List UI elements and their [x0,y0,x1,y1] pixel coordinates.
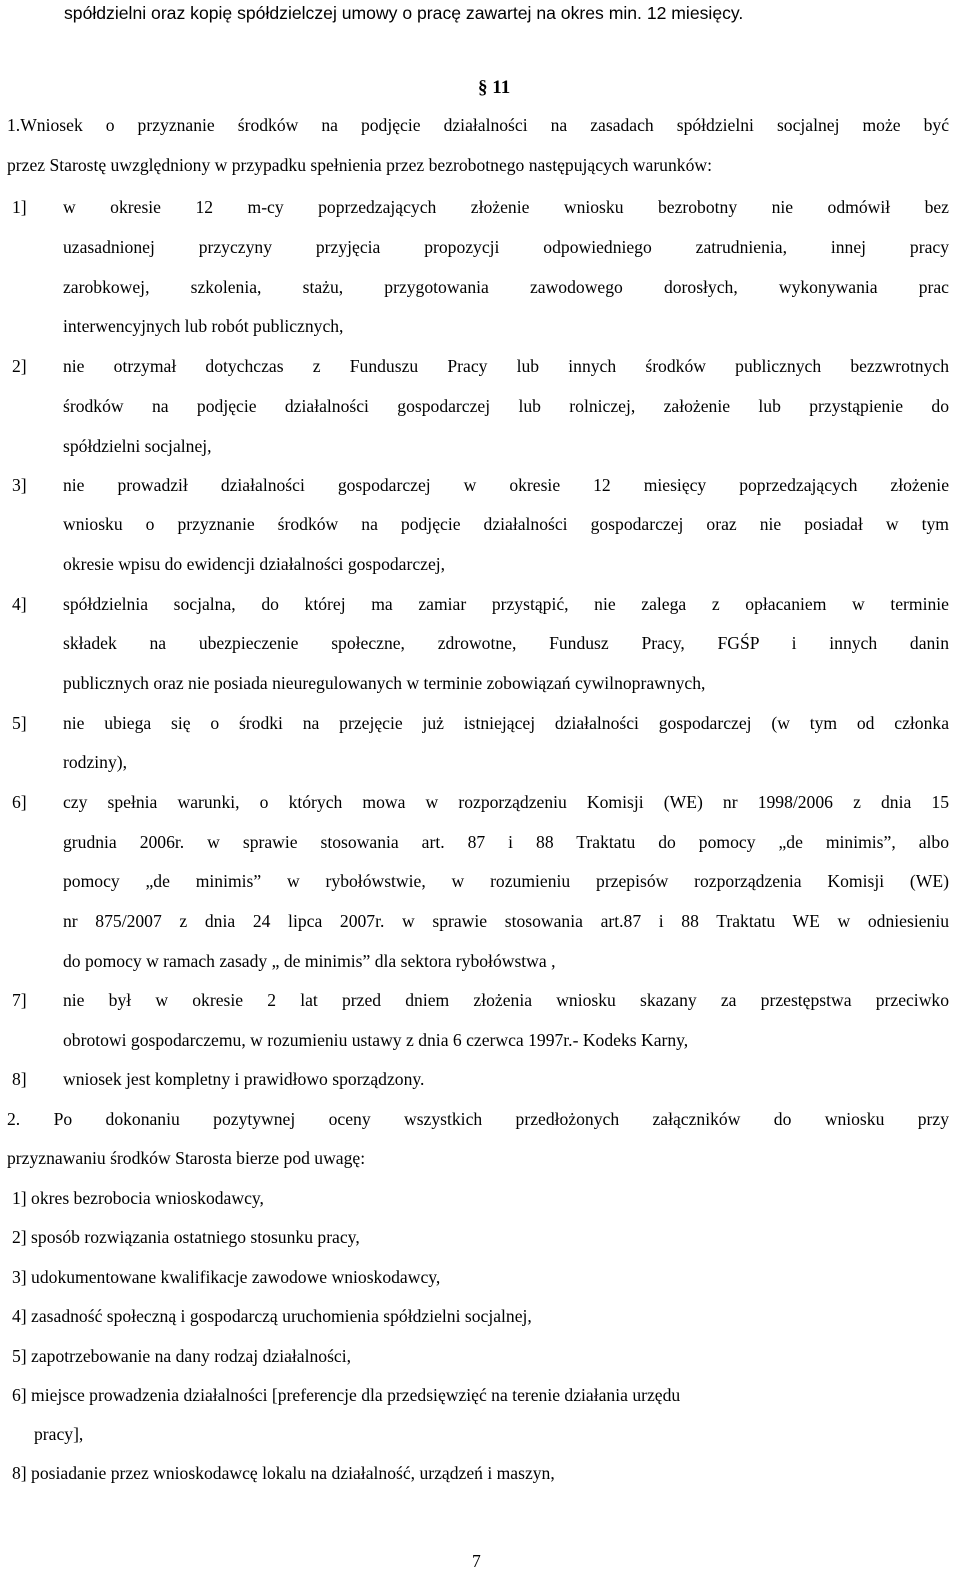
condition-8-line-1: wniosek jest kompletny i prawidłowo sporządzony. [63,1069,425,1089]
criteria-item-4: 4] zasadność społeczną i gospodarczą uruchomienia spółdzielni socjalnej, [12,1306,532,1326]
p2-line-2: przyznawaniu środków Starosta bierze pod uwagę: [7,1148,366,1168]
condition-1-line-1: w okresie 12 m-cy poprzedzających złożenie wniosku bezrobotny nie odmówił bez [63,197,949,217]
condition-6-line-3: pomocy „de minimis” w rybołówstwie, w rozumieniu przepisów rozporządzenia Komisji (WE) [63,871,949,891]
condition-7-number: 7] [12,990,27,1010]
condition-3-line-1: nie prowadził działalności gospodarczej w okresie 12 miesięcy poprzedzających złożenie [63,475,949,495]
criteria-item-6-continuation: pracy], [34,1424,84,1444]
top-line: spółdzielni oraz kopię spółdzielczej umowy o pracę zawartej na okres min. 12 miesięcy. [64,3,744,23]
condition-1-line-2: uzasadnionej przyczyny przyjęcia propozycji odpowiedniego zatrudnienia, innej pracy [63,237,949,257]
condition-2-number: 2] [12,356,27,376]
condition-1-line-3: zarobkowej, szkolenia, stażu, przygotowania zawodowego dorosłych, wykonywania prac [63,277,949,297]
condition-5-line-1: nie ubiega się o środki na przejęcie już istniejącej działalności gospodarczej (w tym od członka [63,713,949,733]
criteria-item-6: 6] miejsce prowadzenia działalności [preferencje dla przedsięwzięć na terenie działania urzędu [12,1385,681,1405]
condition-7-line-1: nie był w okresie 2 lat przed dniem złożenia wniosku skazany za przestępstwa przeciwko [63,990,949,1010]
page-number: 7 [472,1551,481,1571]
condition-4-number: 4] [12,594,27,614]
p1-line-2: przez Starostę uwzględniony w przypadku spełnienia przez bezrobotnego następujących warunków: [7,155,712,175]
criteria-item-1: 1] okres bezrobocia wnioskodawcy, [12,1188,264,1208]
criteria-item-3: 3] udokumentowane kwalifikacje zawodowe wnioskodawcy, [12,1267,441,1287]
section-heading: § 11 [478,77,511,98]
condition-1-line-4: interwencyjnych lub robót publicznych, [63,316,344,336]
condition-6-line-1: czy spełnia warunki, o których mowa w rozporządzeniu Komisji (WE) nr 1998/2006 z dnia 15 [63,792,949,812]
criteria-item-5: 5] zapotrzebowanie na dany rodzaj działalności, [12,1346,352,1366]
condition-6-line-4: nr 875/2007 z dnia 24 lipca 2007r. w sprawie stosowania art.87 i 88 Traktatu WE w odniesieniu [63,911,949,931]
p2-line-1: 2. Po dokonaniu pozytywnej oceny wszystkich przedłożonych załączników do wniosku przy [7,1109,949,1129]
condition-8-number: 8] [12,1069,27,1089]
criteria-item-8: 8] posiadanie przez wnioskodawcę lokalu na działalność, urządzeń i maszyn, [12,1463,555,1483]
condition-1-number: 1] [12,197,27,217]
condition-7-line-2: obrotowi gospodarczemu, w rozumieniu ustawy z dnia 6 czerwca 1997r.- Kodeks Karny, [63,1030,689,1050]
condition-5-number: 5] [12,713,27,733]
condition-3-line-3: okresie wpisu do ewidencji działalności gospodarczej, [63,554,446,574]
condition-6-line-2: grudnia 2006r. w sprawie stosowania art. 87 i 88 Traktatu do pomocy „de minimis”, albo [63,832,949,852]
condition-2-line-3: spółdzielni socjalnej, [63,436,212,456]
condition-6-line-5: do pomocy w ramach zasady „ de minimis” dla sektora rybołówstwa , [63,951,556,971]
criteria-item-2: 2] sposób rozwiązania ostatniego stosunku pracy, [12,1227,360,1247]
condition-4-line-1: spółdzielnia socjalna, do której ma zamiar przystąpić, nie zalega z opłacaniem w terminie [63,594,949,614]
condition-2-line-1: nie otrzymał dotychczas z Funduszu Pracy lub innych środków publicznych bezzwrotnych [63,356,949,376]
condition-3-line-2: wniosku o przyznanie środków na podjęcie działalności gospodarczej oraz nie posiadał w tym [63,514,949,534]
condition-4-line-2: składek na ubezpieczenie społeczne, zdrowotne, Fundusz Pracy, FGŚP i innych danin [63,633,949,653]
condition-6-number: 6] [12,792,27,812]
condition-3-number: 3] [12,475,27,495]
condition-2-line-2: środków na podjęcie działalności gospodarczej lub rolniczej, założenie lub przystąpienie do [63,396,949,416]
condition-4-line-3: publicznych oraz nie posiada nieuregulowanych w terminie zobowiązań cywilnoprawnych, [63,673,706,693]
condition-5-line-2: rodziny), [63,752,128,772]
p1-line-1: 1.Wniosek o przyznanie środków na podjęcie działalności na zasadach spółdzielni socjalnej może być [7,115,949,135]
